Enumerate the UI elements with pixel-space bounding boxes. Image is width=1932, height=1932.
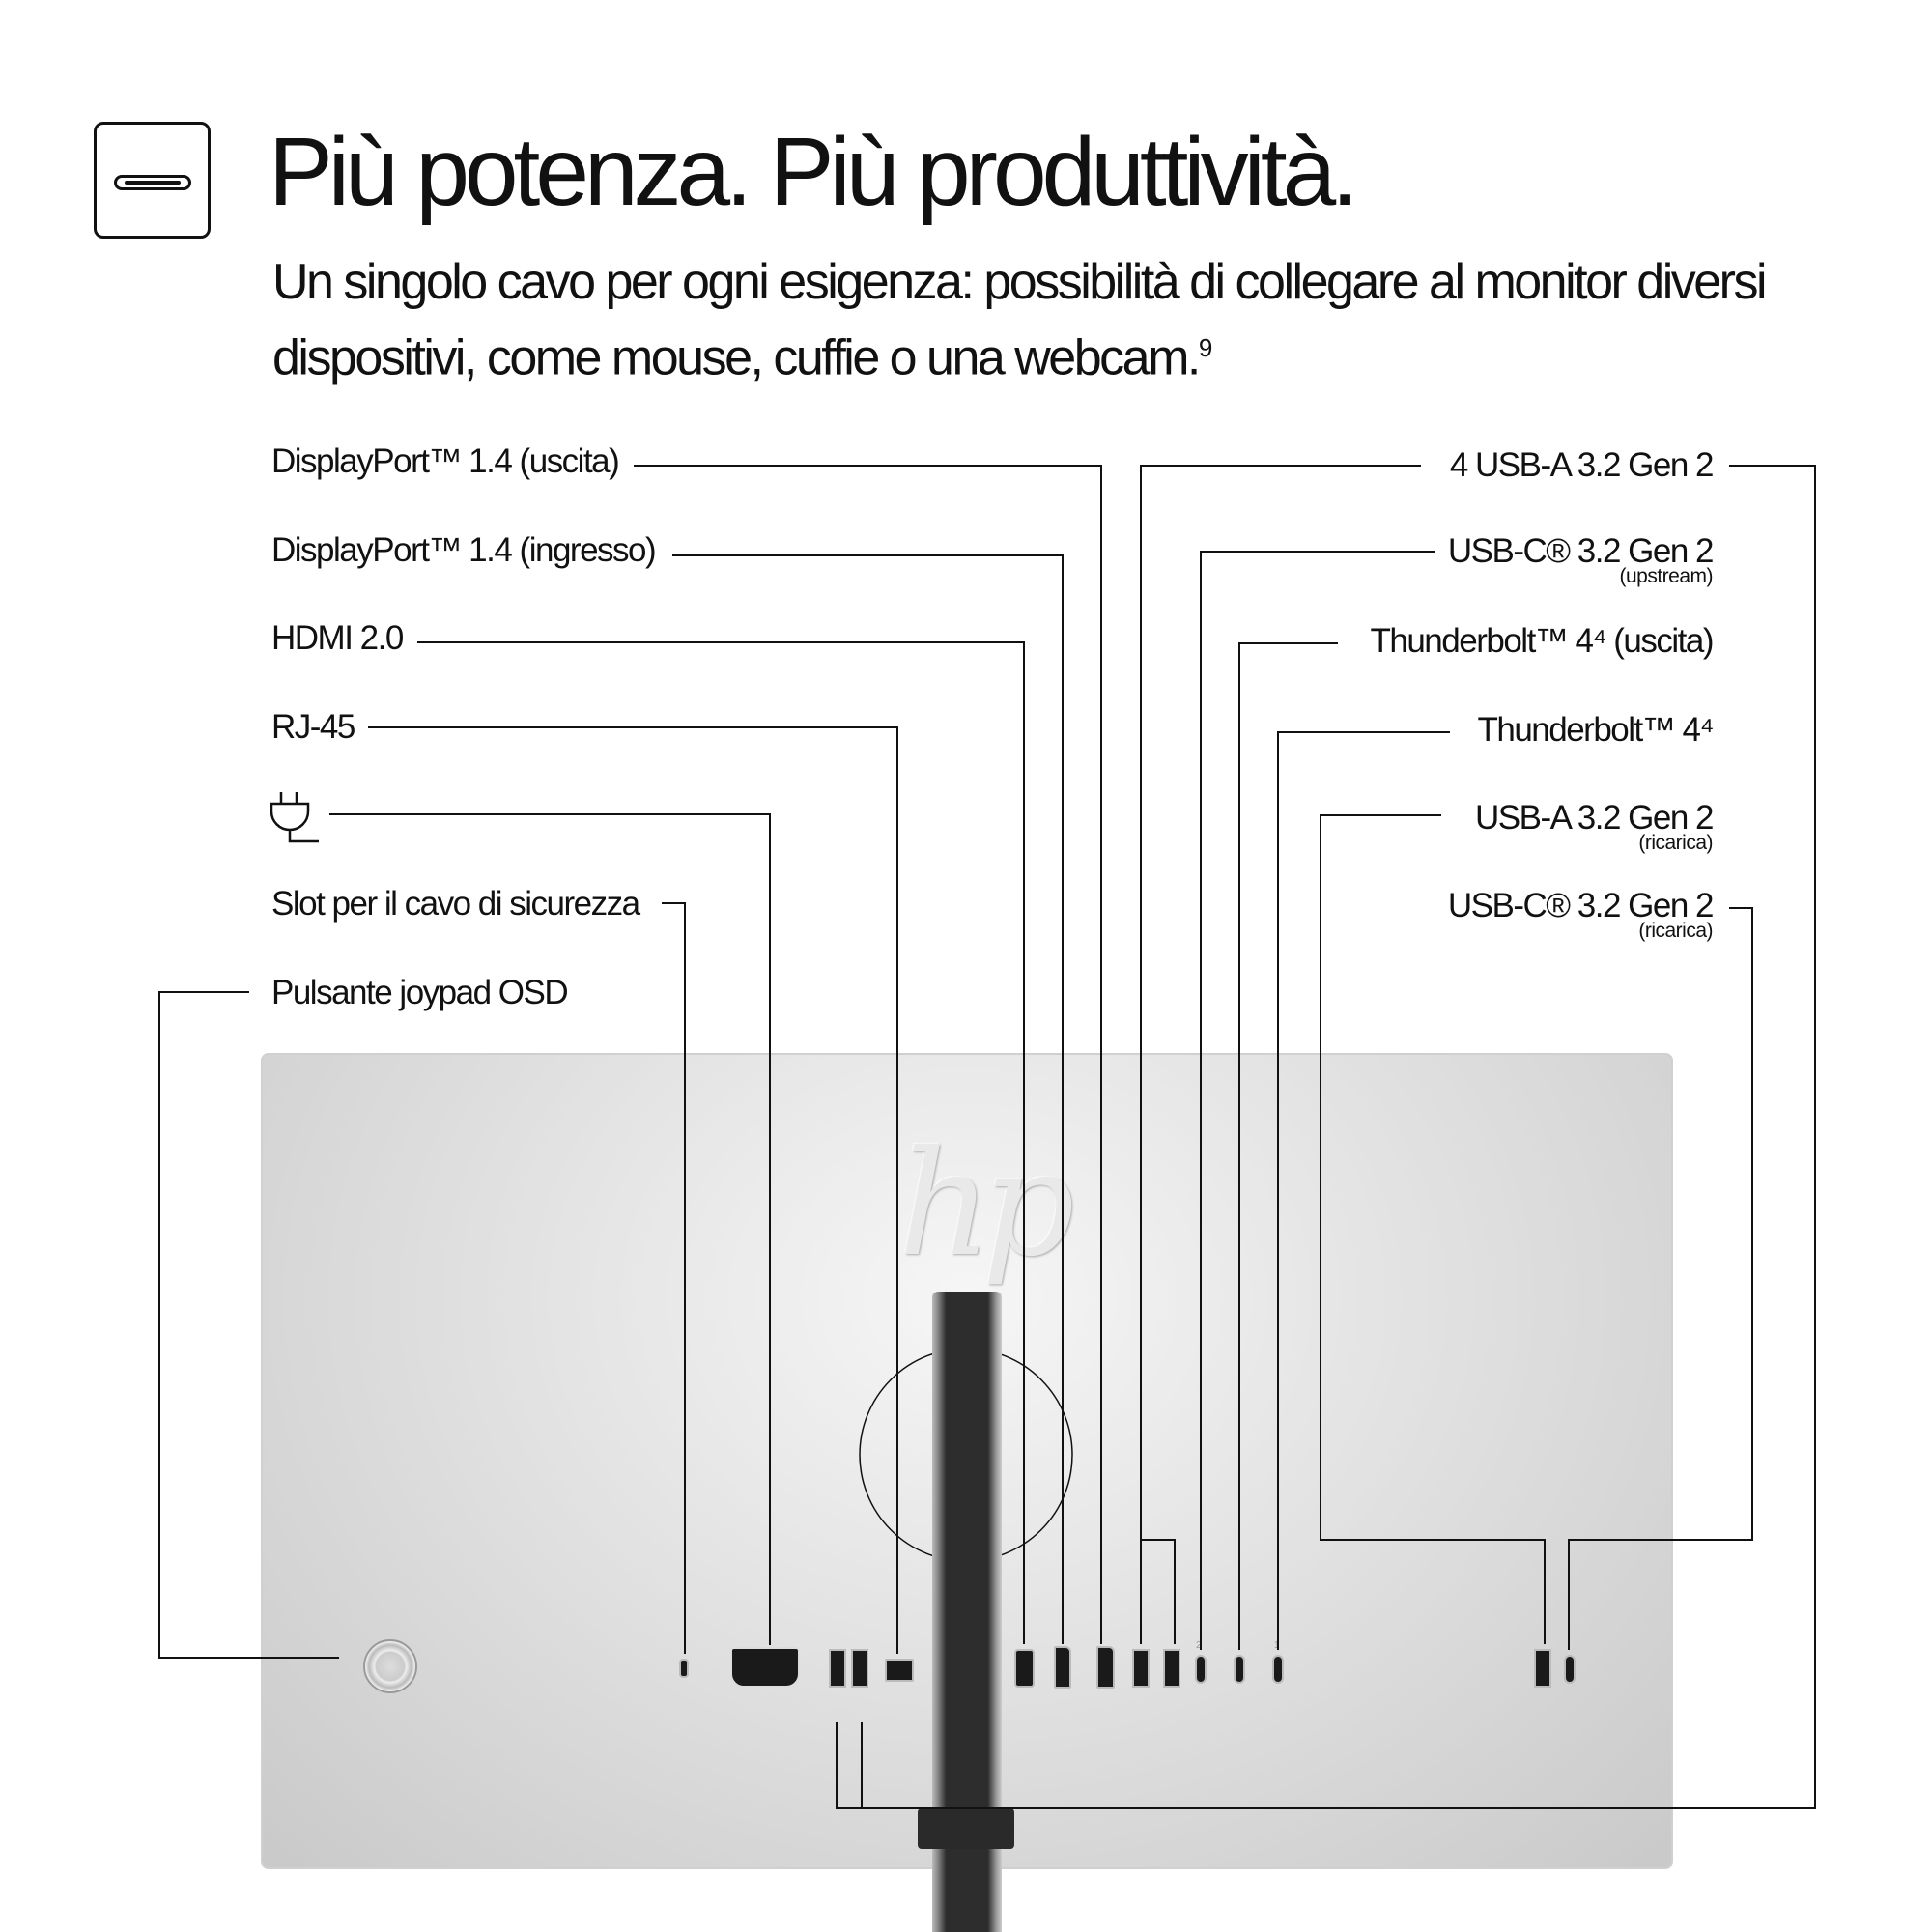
label-text: USB-C® 3.2 Gen 2 [1447,887,1713,924]
label-security-slot: Slot per il cavo di sicurezza [271,885,639,923]
label-osd-joypad: Pulsante joypad OSD [271,974,568,1011]
label-note: (ricarica) [1638,920,1713,942]
label-usb-a-x4: 4 USB-A 3.2 Gen 2 [1449,446,1713,484]
label-hdmi: HDMI 2.0 [271,619,403,657]
footnote-marker: 9 [1198,333,1210,362]
label-thunderbolt: Thunderbolt™ 4⁴ [1477,711,1713,749]
label-displayport-out: DisplayPort™ 1.4 (uscita) [271,442,619,480]
port-number: 1 [1274,1640,1280,1651]
page-title: Più potenza. Più produttività. [269,118,1353,226]
port-number: 2 [1196,1640,1202,1651]
subtitle-text: Un singolo cavo per ogni esigenza: possibilità di collegare al monitor diversi dispositivi, come mouse, cuffie o una webcam. [272,254,1766,386]
label-note: (ricarica) [1638,832,1713,854]
hp-logo: hp [898,1121,1065,1289]
label-note: (upstream) [1619,565,1713,587]
label-rj45: RJ-45 [271,708,355,746]
label-thunderbolt-out: Thunderbolt™ 4⁴ (uscita) [1370,622,1713,660]
label-text: USB-C® 3.2 Gen 2 [1447,532,1713,570]
label-displayport-in: DisplayPort™ 1.4 (ingresso) [271,531,656,569]
label-text: USB-A 3.2 Gen 2 [1475,799,1713,837]
